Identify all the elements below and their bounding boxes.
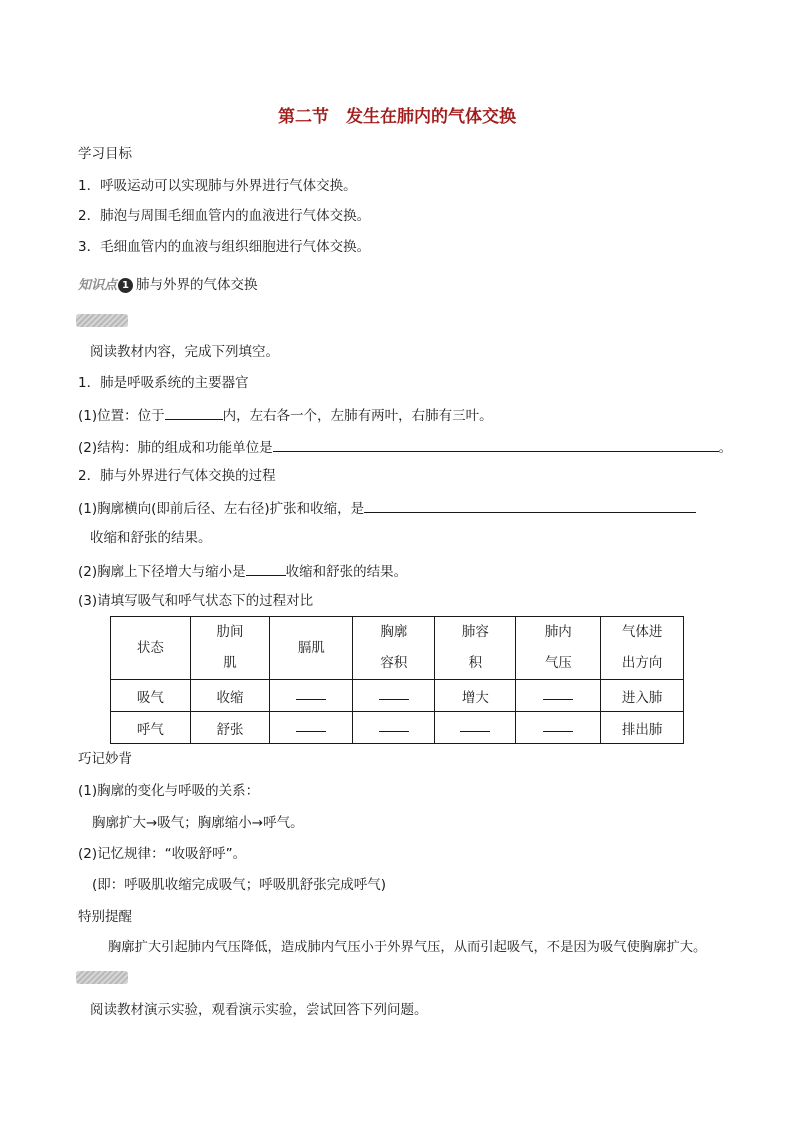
question-1b-suffix: 。 <box>718 440 733 456</box>
goals-heading: 学习目标 <box>78 146 132 162</box>
memory-line-1: (1)胸廓的变化与呼吸的关系： <box>78 783 260 799</box>
goal-item-2: 2．肺泡与周围毛细血管内的血液进行气体交换。 <box>78 208 371 224</box>
blank-horizontal-expansion[interactable] <box>364 498 696 513</box>
table-header-cell: 肺内 气压 <box>516 617 601 680</box>
memory-line-3: (2)记忆规律：“收吸舒呼”。 <box>78 846 247 862</box>
table-blank-cell[interactable] <box>353 712 435 744</box>
breathing-comparison-table <box>110 616 684 744</box>
table-header-row <box>111 617 684 680</box>
table-blank-cell[interactable] <box>435 712 516 744</box>
question-1b <box>78 437 732 457</box>
memory-heading: 巧记妙背 <box>78 751 132 767</box>
table-header-cell: 气体进 出方向 <box>601 617 684 680</box>
blank-structure[interactable] <box>273 437 719 452</box>
table-blank-cell[interactable] <box>516 712 601 744</box>
table-cell: 增大 <box>435 680 516 712</box>
table-cell: 舒张 <box>190 712 270 744</box>
question-2a-prefix: (1)胸廓横向(即前后径、左右径)扩张和收缩，是 <box>78 501 365 517</box>
table-header-cell: 胸廓 容积 <box>353 617 435 680</box>
question-1a <box>78 405 493 425</box>
question-1a-prefix: (1)位置：位于 <box>78 408 165 424</box>
self-study-badge-icon <box>76 314 128 327</box>
table-row <box>111 712 684 744</box>
experiment-badge-icon <box>76 971 128 984</box>
table-row <box>111 680 684 712</box>
table-header-cell: 肺容 积 <box>435 617 516 680</box>
section2-intro: 阅读教材演示实验，观看演示实验，尝试回答下列问题。 <box>90 1002 428 1018</box>
table-cell: 收缩 <box>190 680 270 712</box>
question-2b-suffix: 收缩和舒张的结果。 <box>285 564 408 580</box>
knowledge-point-title: 肺与外界的气体交换 <box>136 277 258 293</box>
table-cell: 吸气 <box>111 680 191 712</box>
reminder-text: 胸廓扩大引起肺内气压降低，造成肺内气压小于外界气压，从而引起吸气，不是因为吸气使胸廓扩大。 <box>108 940 707 955</box>
table-cell: 进入肺 <box>601 680 684 712</box>
table-cell: 排出肺 <box>601 712 684 744</box>
question-2b <box>78 561 407 581</box>
reminder-heading: 特别提醒 <box>78 909 132 925</box>
table-blank-cell[interactable] <box>353 680 435 712</box>
memory-line-4: (即：呼吸肌收缩完成吸气；呼吸肌舒张完成呼气) <box>92 877 387 893</box>
table-cell: 呼气 <box>111 712 191 744</box>
question-2b-prefix: (2)胸廓上下径增大与缩小是 <box>78 564 246 580</box>
question-2a <box>78 498 696 518</box>
table-blank-cell[interactable] <box>270 712 353 744</box>
goal-item-1: 1．呼吸运动可以实现肺与外界进行气体交换。 <box>78 178 357 194</box>
table-blank-cell[interactable] <box>516 680 601 712</box>
table-blank-cell[interactable] <box>270 680 353 712</box>
table-header-cell: 肋间 肌 <box>190 617 270 680</box>
question-2: 2．肺与外界进行气体交换的过程 <box>78 468 276 484</box>
knowledge-point-label: 知识点 <box>78 278 118 293</box>
question-1: 1．肺是呼吸系统的主要器官 <box>78 375 249 391</box>
blank-vertical-expansion[interactable] <box>246 561 286 576</box>
knowledge-point-number-icon: 1 <box>118 278 133 293</box>
knowledge-point-header <box>78 276 258 295</box>
goal-item-3: 3．毛细血管内的血液与组织细胞进行气体交换。 <box>78 239 371 255</box>
table-header-cell: 状态 <box>111 617 191 680</box>
blank-position[interactable] <box>165 405 223 420</box>
question-1a-suffix: 内，左右各一个，左肺有两叶，右肺有三叶。 <box>222 408 493 424</box>
table-header-cell: 膈肌 <box>270 617 353 680</box>
question-2a-continued: 收缩和舒张的结果。 <box>90 530 212 546</box>
question-1b-prefix: (2)结构：肺的组成和功能单位是 <box>78 440 273 456</box>
section1-intro: 阅读教材内容，完成下列填空。 <box>90 344 279 360</box>
page-title: 第二节 发生在肺内的气体交换 <box>278 107 516 127</box>
question-2c: (3)请填写吸气和呼气状态下的过程对比 <box>78 593 314 609</box>
memory-line-2: 胸廓扩大→吸气；胸廓缩小→呼气。 <box>92 815 304 831</box>
